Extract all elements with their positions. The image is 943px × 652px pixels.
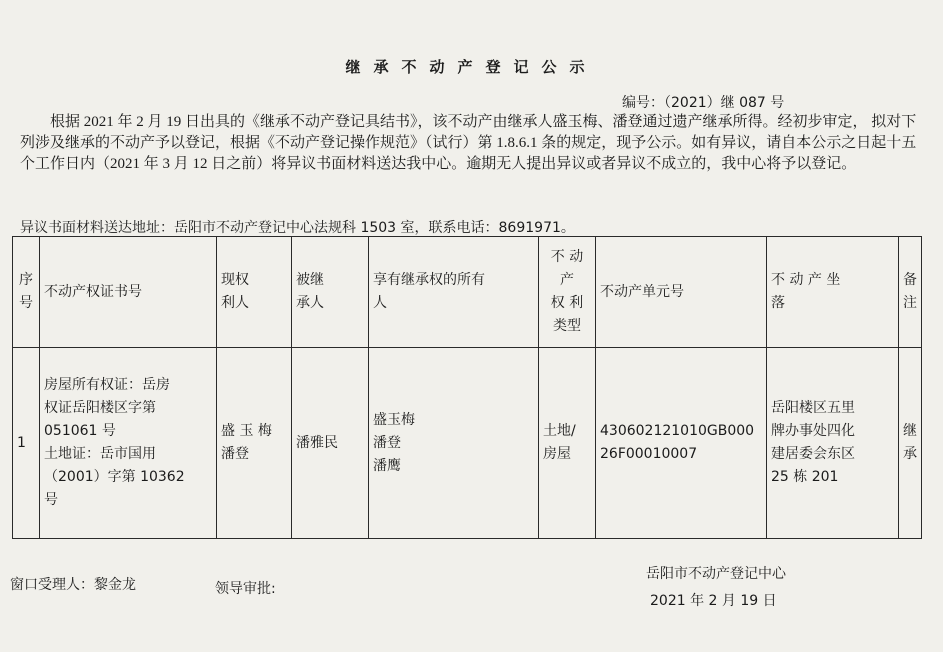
header-remark: 备 注 [899,237,922,348]
cell-heirs: 盛玉梅 潘登 潘鹰 [369,348,539,539]
table-header-row [13,237,922,348]
header-heirs: 享有继承权的所有 人 [369,237,539,348]
header-certificate: 不动产权证书号 [40,237,217,348]
cell-decedent: 潘雅民 [292,348,369,539]
header-decedent: 被继 承人 [292,237,369,348]
header-no: 序 号 [13,237,40,348]
leader-approval: 领导审批: [215,581,276,597]
cell-certificate: 房屋所有权证：岳房 权证岳阳楼区字第 051061 号 土地证：岳市国用 （2001）字第 10362 号 [40,348,217,539]
header-right-type: 不 动 产 权 利 类型 [539,237,596,348]
header-owner: 现权 利人 [217,237,292,348]
notice-body: 根据 2021 年 2 月 19 日出具的《继承不动产登记具结书》，该不动产由继承人盛玉梅、潘登通过遗产继承所得。经初步审定， 拟对下列涉及继承的不动产予以登记，根据《不动产登记操作规范》（试行）第 1.8.6.1 条的规定，现予公示。如有异议，请自本公示之日起十五个工作日内（2021 年 3 月 12 日之前）将异议书面材料送达我中心。逾期无人提出异议或者异议不成立的，我中心将予以登记。 [20,114,917,172]
cell-owner: 盛 玉 梅 潘登 [217,348,292,539]
serial-number: 编号：（2021）继 087 号 [622,95,785,111]
issuing-office: 岳阳市不动产登记中心 [646,566,786,582]
cell-unit-number: 430602121010GB000 26F00010007 [596,348,767,539]
issue-date: 2021 年 2 月 19 日 [650,593,777,609]
header-unit-number: 不动产单元号 [596,237,767,348]
cell-remark: 继 承 [899,348,922,539]
notice-title: 继承不动产登记公示 [345,58,598,76]
property-table [12,236,922,539]
cell-location: 岳阳楼区五里 牌办事处四化 建居委会东区 25 栋 201 [767,348,899,539]
cell-no: 1 [13,348,40,539]
table-row [13,348,922,539]
window-receiver: 窗口受理人：黎金龙 [10,577,136,593]
cell-right-type: 土地/ 房屋 [539,348,596,539]
objection-address: 异议书面材料送达地址：岳阳市不动产登记中心法规科 1503 室，联系电话：8691971。 [20,220,575,236]
header-location: 不 动 产 坐 落 [767,237,899,348]
